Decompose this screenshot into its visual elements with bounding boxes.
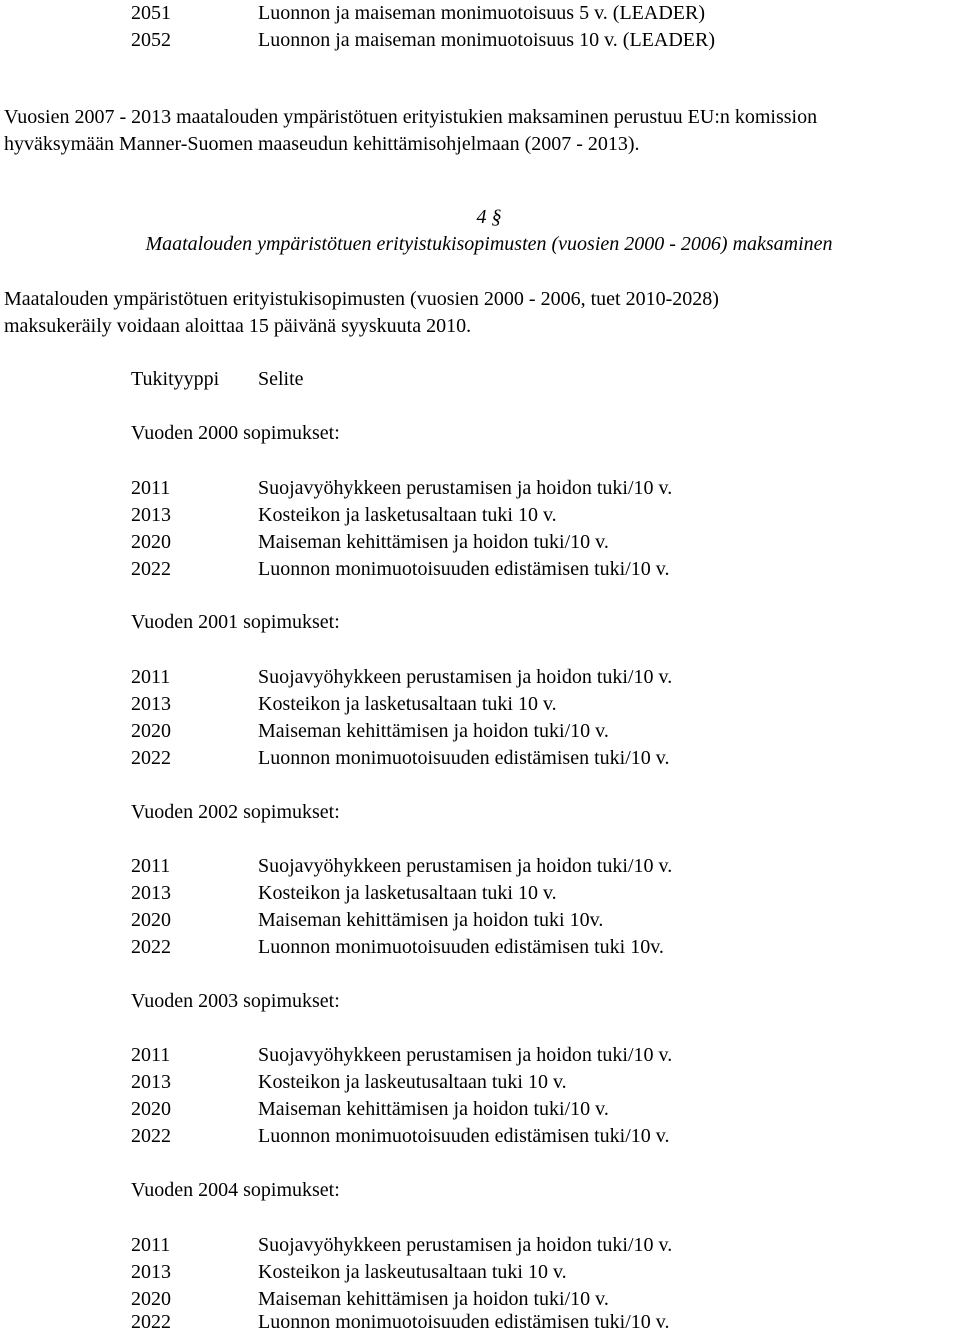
group-title: Vuoden 2000 sopimukset: <box>131 422 340 444</box>
body-paragraph-line: Maatalouden ympäristötuen erityistukisopimusten (vuosien 2000 - 2006, tuet 2010-2028) <box>4 288 719 310</box>
item-code: 2013 <box>131 882 171 904</box>
item-description: Luonnon monimuotoisuuden edistämisen tuki/10 v. <box>258 1311 670 1333</box>
item-description: Kosteikon ja lasketusaltaan tuki 10 v. <box>258 693 557 715</box>
intro-paragraph-line: hyväksymään Manner-Suomen maaseudun kehittämisohjelmaan (2007 - 2013). <box>4 133 640 155</box>
item-code: 2052 <box>131 29 171 51</box>
item-code: 2020 <box>131 720 171 742</box>
item-description: Maiseman kehittämisen ja hoidon tuki/10 v. <box>258 1098 609 1120</box>
item-code: 2013 <box>131 1261 171 1283</box>
item-code: 2022 <box>131 558 171 580</box>
item-description: Maiseman kehittämisen ja hoidon tuki/10 v. <box>258 720 609 742</box>
intro-paragraph-line: Vuosien 2007 - 2013 maatalouden ympäristötuen erityistukien maksaminen perustuu EU:n komission <box>4 106 818 128</box>
item-description: Luonnon monimuotoisuuden edistämisen tuki/10 v. <box>258 747 670 769</box>
item-code: 2051 <box>131 2 171 24</box>
item-code: 2022 <box>131 747 171 769</box>
item-description: Suojavyöhykkeen perustamisen ja hoidon tuki/10 v. <box>258 666 673 688</box>
item-code: 2022 <box>131 1125 171 1147</box>
item-code: 2013 <box>131 504 171 526</box>
item-code: 2011 <box>131 666 171 688</box>
item-code: 2011 <box>131 1044 171 1066</box>
item-description: Kosteikon ja laskeutusaltaan tuki 10 v. <box>258 1071 567 1093</box>
item-code: 2020 <box>131 531 171 553</box>
item-description: Maiseman kehittämisen ja hoidon tuki/10 v. <box>258 531 609 553</box>
item-code: 2020 <box>131 909 171 931</box>
item-description: Suojavyöhykkeen perustamisen ja hoidon tuki/10 v. <box>258 477 673 499</box>
section-number: 4 § <box>476 206 502 228</box>
item-description: Maiseman kehittämisen ja hoidon tuki/10 v. <box>258 1288 609 1310</box>
column-header-type: Tukityyppi <box>131 368 220 390</box>
item-code: 2011 <box>131 477 171 499</box>
item-code: 2011 <box>131 1234 171 1256</box>
item-code: 2022 <box>131 1311 171 1333</box>
item-code: 2013 <box>131 1071 171 1093</box>
section-title: Maatalouden ympäristötuen erityistukisopimusten (vuosien 2000 - 2006) maksaminen <box>145 233 833 255</box>
item-description: Luonnon monimuotoisuuden edistämisen tuki 10v. <box>258 936 664 958</box>
column-header-description: Selite <box>258 368 304 390</box>
item-code: 2022 <box>131 936 171 958</box>
body-paragraph-line: maksukeräily voidaan aloittaa 15 päivänä syyskuuta 2010. <box>4 315 472 337</box>
item-description: Luonnon monimuotoisuuden edistämisen tuki/10 v. <box>258 1125 670 1147</box>
item-description: Luonnon ja maiseman monimuotoisuus 5 v. (LEADER) <box>258 2 705 24</box>
group-title: Vuoden 2002 sopimukset: <box>131 801 340 823</box>
item-description: Luonnon monimuotoisuuden edistämisen tuki/10 v. <box>258 558 670 580</box>
item-code: 2011 <box>131 855 171 877</box>
item-description: Suojavyöhykkeen perustamisen ja hoidon tuki/10 v. <box>258 855 673 877</box>
item-description: Maiseman kehittämisen ja hoidon tuki 10v. <box>258 909 604 931</box>
group-title: Vuoden 2003 sopimukset: <box>131 990 340 1012</box>
item-description: Kosteikon ja lasketusaltaan tuki 10 v. <box>258 504 557 526</box>
item-code: 2020 <box>131 1098 171 1120</box>
item-code: 2020 <box>131 1288 171 1310</box>
item-code: 2013 <box>131 693 171 715</box>
item-description: Kosteikon ja lasketusaltaan tuki 10 v. <box>258 882 557 904</box>
item-description: Kosteikon ja laskeutusaltaan tuki 10 v. <box>258 1261 567 1283</box>
item-description: Luonnon ja maiseman monimuotoisuus 10 v. (LEADER) <box>258 29 715 51</box>
group-title: Vuoden 2001 sopimukset: <box>131 611 340 633</box>
item-description: Suojavyöhykkeen perustamisen ja hoidon tuki/10 v. <box>258 1234 673 1256</box>
item-description: Suojavyöhykkeen perustamisen ja hoidon tuki/10 v. <box>258 1044 673 1066</box>
group-title: Vuoden 2004 sopimukset: <box>131 1179 340 1201</box>
